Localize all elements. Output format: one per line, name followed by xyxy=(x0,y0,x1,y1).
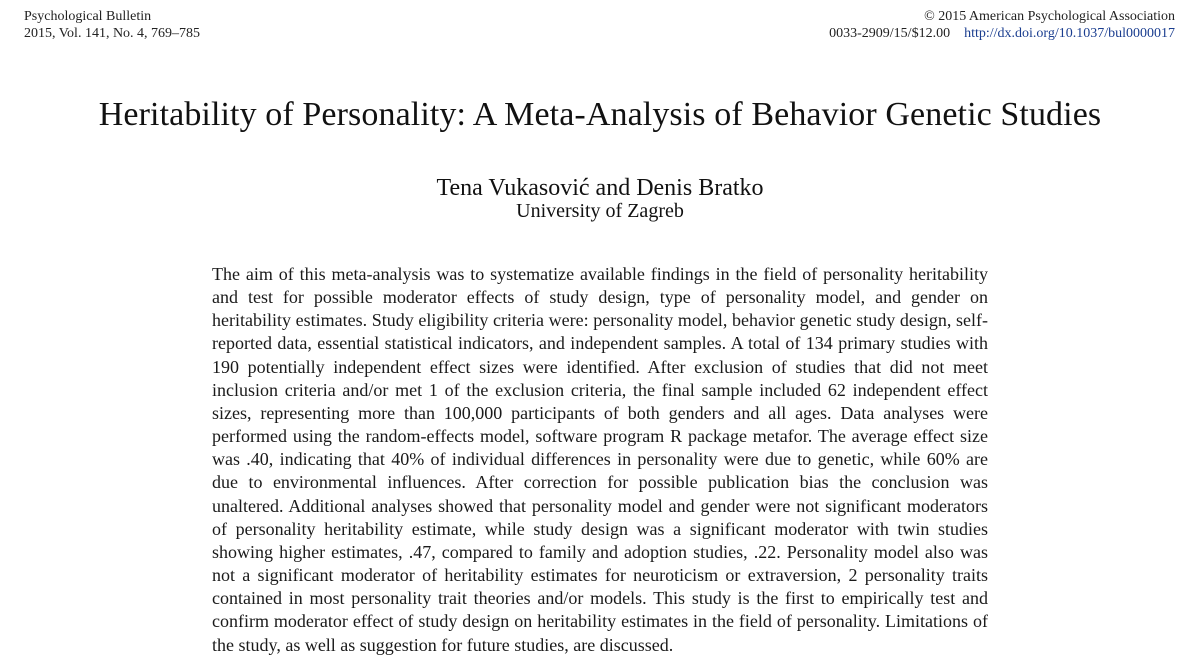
journal-header xyxy=(24,9,200,42)
article-code: 0033-2909/15/$12.00 xyxy=(829,25,951,41)
journal-name: Psychological Bulletin xyxy=(24,9,152,24)
article-identifiers xyxy=(829,26,1175,43)
article-title: Heritability of Personality: A Meta-Analysis of Behavior Genetic Studies xyxy=(98,96,1102,133)
abstract-text: The aim of this meta-analysis was to systematize available findings in the field of personality heritability and test for possible moderator effects of study design, type of personality model, and gender on heritability estimates. Study eligibility criteria were: personality model, behavior genetic study design, self-reported data, essential statistical indicators, and independent samples. A total of 134 primary studies with 190 potentially independent effect sizes were identified. After exclusion of studies that did not meet inclusion criteria and/or met 1 of the exclusion criteria, the final sample included 62 independent effect sizes, representing more than 100,000 participants of both genders and all ages. Data analyses were performed using the random-effects model, software program R package metafor. The average effect size was .40, indicating that 40% of individual differences in personality were due to genetic, while 60% are due to environmental influences. After correction for possible publication bias the conclusion was unaltered. Additional analyses showed that personality model and gender were not significant moderators of personality heritability estimate, while study design was a significant moderator with twin studies showing higher estimates, .47, compared to family and adoption studies, .22. Personality model also was not a significant moderator of heritability estimates for neuroticism or extraversion, 2 personality traits contained in most personality trait theories and/or models. This study is the first to empirically test and confirm moderator effect of study design on heritability estimates in the field of personality. Limitations of the study, as well as suggestion for future studies, are discussed. xyxy=(212,264,988,655)
author-affiliation: University of Zagreb xyxy=(516,200,684,222)
journal-citation: 2015, Vol. 141, No. 4, 769–785 xyxy=(24,25,201,41)
article-authors: Tena Vukasović and Denis Bratko xyxy=(436,175,764,201)
copyright-notice: © 2015 American Psychological Association xyxy=(924,9,1175,24)
publisher-header xyxy=(829,9,1175,42)
doi-link[interactable]: http://dx.doi.org/10.1037/bul0000017 xyxy=(964,25,1175,41)
